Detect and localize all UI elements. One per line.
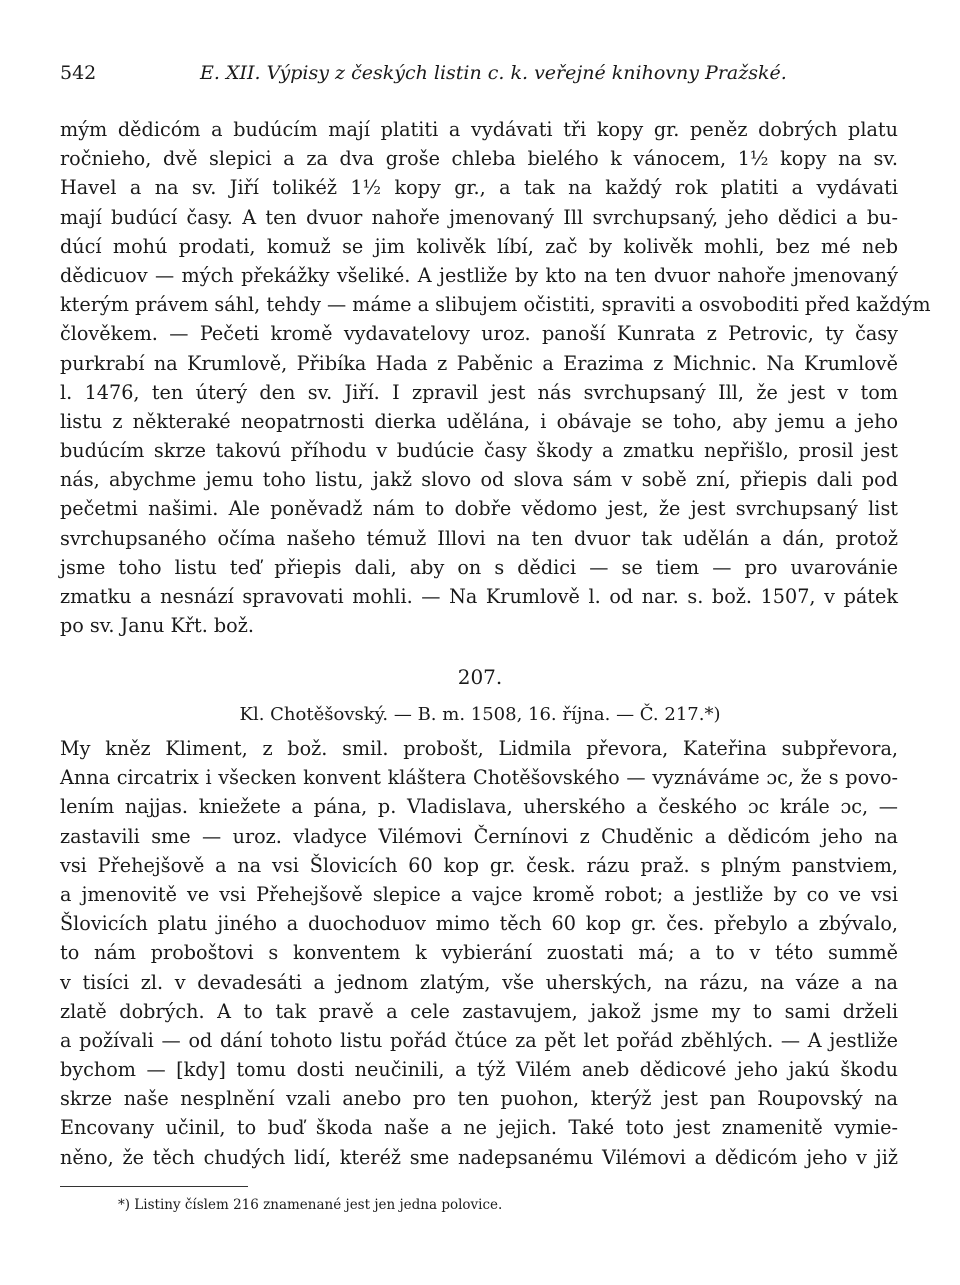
text-line: mají budúcí časy. A ten dvuor nahoře jmenovaný Ill svrchupsaný, jeho dědici a bu- bbox=[60, 205, 898, 229]
text-line: pečetmi našimi. Ale poněvadž nám to dobře vědomo jest, že jest svrchupsaný list bbox=[60, 497, 898, 521]
text-line: člověkem. — Pečeti kromě vydavatelovy uroz. panoší Kunrata z Petrovic, ty časy bbox=[60, 322, 898, 346]
text-line: Havel a na sv. Jiří tolikéž 1½ kopy gr., a tak na každý rok platiti a vydávati bbox=[60, 176, 898, 200]
text-line: kterým právem sáhl, tehdy — máme a slibujem očistiti, spraviti a osvoboditi před každým bbox=[60, 293, 931, 317]
text-line: zastavili sme — uroz. vladyce Vilémovi Černínovi z Chuděnic a dědicóm jeho na bbox=[60, 824, 898, 848]
running-title: E. XII. Výpisy z českých listin c. k. veřejné knihovny Pražské. bbox=[200, 62, 787, 84]
text-line: svrchupsaného očíma našeho témuž Illovi na ten dvuor tak udělán a dán, protož bbox=[60, 526, 898, 550]
text-line: nás, abychme jemu toho listu, jakž slovo od slova sám v sobě zní, přiepis dali pod bbox=[60, 468, 898, 492]
text-line: a jmenovitě ve vsi Přehejšově slepice a vajce kromě robot; a jestliže by co ve vsi bbox=[60, 882, 898, 906]
text-line: Anna circatrix i všecken konvent kláštera Chotěšovského — vyznáváme ɔc, že s povo- bbox=[60, 766, 898, 790]
body-text-section-1 bbox=[60, 115, 931, 640]
text-line: Šlovicích platu jiného a duochoduov mimo těch 60 kop gr. čes. přebylo a zbývalo, bbox=[60, 912, 898, 936]
text-line: vsi Přehejšově a na vsi Šlovicích 60 kop gr. česk. rázu praž. s plným panstviem, bbox=[60, 853, 898, 877]
text-line: l. 1476, ten úterý den sv. Jiří. I zpravil jest nás svrchupsaný Ill, že jest v tom bbox=[60, 380, 898, 404]
text-line: v tisíci zl. v devadesáti a jednom zlatým, vše uherských, na rázu, na váze a na bbox=[60, 970, 898, 994]
text-line: Encovany učinil, to buď škoda naše a ne jejich. Také toto jest znamenitě vymie- bbox=[60, 1116, 898, 1140]
text-line: a požívali — od dání tohoto listu pořád čtúce za pět let pořád zběhlých. — A jestliže bbox=[60, 1028, 898, 1052]
text-line: ročnieho, dvě slepici a za dva groše chleba bielého k vánocem, 1½ kopy na sv. bbox=[60, 147, 898, 171]
footnote-divider bbox=[60, 1186, 248, 1187]
footnote: *) Listiny číslem 216 znamenané jest jen jedna polovice. bbox=[118, 1197, 503, 1213]
document-source-line: Kl. Chotěšovský. — B. m. 1508, 16. října. — Č. 217.*) bbox=[239, 704, 721, 725]
text-line: po sv. Janu Křt. bož. bbox=[60, 614, 254, 638]
text-line: skrze naše nesplnění vzali anebo pro ten puohon, kterýž jest pan Roupovský na bbox=[60, 1087, 898, 1111]
running-head bbox=[60, 62, 900, 94]
text-line: My kněz Kliment, z bož. smil. probošt, Lidmila převora, Kateřina subpřevora, bbox=[60, 737, 898, 760]
body-text-section-2 bbox=[60, 734, 898, 1172]
text-line: bychom — [kdy] tomu dosti neučinili, a týž Vilém aneb dědicové jeho jakú škodu bbox=[60, 1058, 898, 1082]
text-line: dúcí mohú prodati, komuž se jim kolivěk líbí, zač by kolivěk mohli, bez mé neb bbox=[60, 234, 898, 258]
text-line: jsme toho listu teď přiepis dali, aby on s dědici — se tiem — pro uvarovánie bbox=[60, 555, 898, 579]
text-line: něno, že těch chudých lidí, kteréž sme nadepsanému Vilémovi a dědicóm jeho v již bbox=[60, 1145, 898, 1169]
document-number: 207. bbox=[457, 665, 503, 689]
text-line: mým dědicóm a budúcím mají platiti a vydávati tři kopy gr. peněz dobrých platu bbox=[60, 118, 898, 141]
text-line: lením najjas. kniežete a pána, p. Vladislava, uherského a českého ɔc krále ɔc, — bbox=[60, 795, 898, 819]
text-line: listu z některaké neopatrnosti dierka udělána, i obávaje se toho, aby jemu a jeho bbox=[60, 409, 898, 433]
text-line: zlatě dobrých. A to tak pravě a cele zastavujem, jakož jsme my to sami drželi bbox=[60, 999, 898, 1023]
text-line: zmatku a nesnází spravovati mohli. — Na Krumlově l. od nar. s. bož. 1507, v pátek bbox=[60, 585, 898, 608]
text-line: budúcím skrze takovú příhodu v budúcie časy škody a zmatku nepřišlo, prosil jest bbox=[60, 439, 898, 463]
text-line: to nám proboštovi s konventem k vybierání zuostati má; a to v této summě bbox=[60, 941, 898, 965]
page-number: 542 bbox=[60, 62, 97, 84]
text-line: purkrabí na Krumlově, Přibíka Hada z Paběnic a Erazima z Michnic. Na Krumlově bbox=[60, 351, 898, 375]
text-line: dědicuov — mých překážky všeliké. A jestliže by kto na ten dvuor nahoře jmenovaný bbox=[60, 263, 898, 287]
